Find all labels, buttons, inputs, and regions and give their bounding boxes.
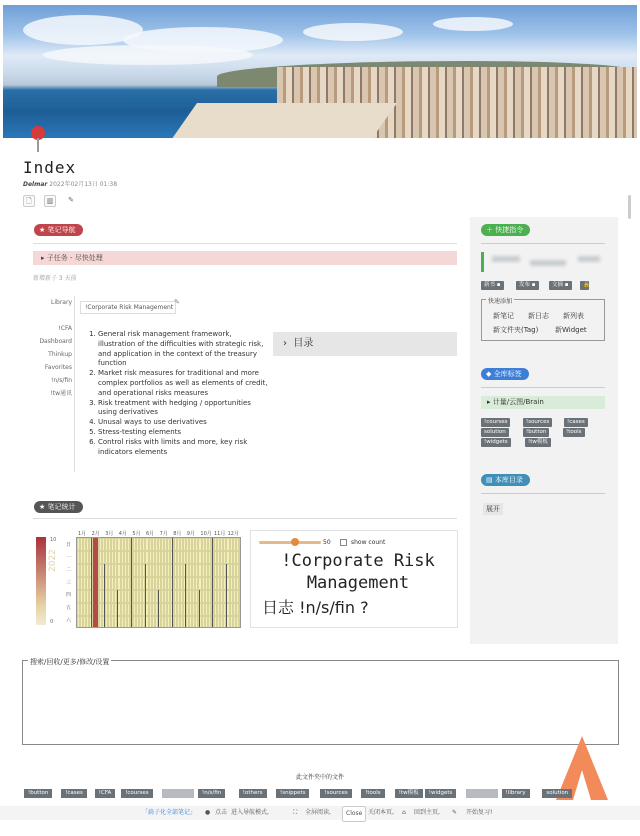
tag-chip[interactable]: !button [523, 428, 549, 437]
tag-chip[interactable]: solution [481, 428, 509, 437]
weekday-labels [66, 539, 71, 627]
new-journal-button[interactable]: 新日志 [528, 312, 549, 320]
list-item: 1. General risk management framework, illustration of the difficulties with strategic risk, and application in the context of the treasury function [98, 330, 270, 369]
month-label: 10月 [200, 531, 212, 537]
weekday: 日 [66, 542, 72, 548]
month-separator [212, 538, 213, 628]
footer-tag[interactable]: !button [24, 789, 52, 798]
month-label: 8月 [173, 531, 182, 537]
edit-icon[interactable]: ✎ [174, 298, 180, 306]
menu-recycle[interactable]: ▸ 笔记回收 [32, 684, 66, 692]
month-label: 11月 [214, 531, 226, 537]
divider [481, 243, 605, 244]
accent-bar [481, 252, 484, 272]
heatmap-cell[interactable] [239, 590, 241, 603]
month-label: 9月 [186, 531, 195, 537]
month-label: 4月 [118, 531, 127, 537]
status-text: 回到主页, [414, 809, 440, 816]
author: Delmar [23, 181, 48, 188]
page-meta [23, 179, 117, 188]
clipboard-icon[interactable]: ▥ [44, 195, 56, 207]
legend-max: 10 [50, 537, 57, 543]
tag-chip[interactable]: !cases [564, 418, 588, 427]
month-label: 5月 [132, 531, 141, 537]
lock-icon[interactable]: 🔒 [580, 281, 589, 290]
month-separator [172, 538, 173, 628]
count-slider[interactable] [259, 541, 321, 544]
divider [33, 518, 457, 519]
tag-group[interactable]: ▸ 计量/云图/Brain [481, 396, 605, 409]
month-label: 1月 [78, 531, 87, 537]
weekday: 二 [66, 567, 72, 574]
tags-pill: ◆ 全库标签 [481, 368, 529, 380]
tag-chip[interactable]: !tw模板 [525, 438, 551, 447]
footer-tag[interactable]: !cases [61, 789, 87, 798]
show-count-checkbox[interactable] [340, 539, 347, 546]
weekday: 五 [66, 604, 72, 611]
month-label: 6月 [146, 531, 155, 537]
list-item: 2. Market risk measures for traditional and more complex portfolios as well as elements of credit, and operational risks measures [98, 369, 270, 398]
heatmap-cell[interactable] [239, 551, 241, 564]
list-item: 6. Control risks with limits and more, key risk indicators elements [98, 438, 270, 458]
footer-tag[interactable]: !library [502, 789, 530, 798]
weekday: 六 [66, 617, 72, 624]
menu-advanced-search[interactable]: ▸ 高级搜索 [32, 672, 66, 680]
tab-corporate-risk[interactable]: !Corporate Risk Management [80, 301, 176, 314]
heatmap-cell[interactable] [239, 538, 241, 551]
highlight-subtitle[interactable]: 日志 !n/s/fin ? [262, 598, 369, 617]
quick-tag[interactable]: 文摘 ▪ [549, 281, 572, 290]
status-bar [0, 806, 640, 820]
new-folder-button[interactable]: 新文件夹(Tag) [493, 326, 539, 334]
sidebar-item[interactable]: Favorites [44, 364, 72, 371]
status-text: 进入导航模式, [231, 809, 269, 816]
heatmap-legend-bar [36, 537, 46, 625]
month-separator [117, 590, 118, 628]
list-item: 4. Unusal ways to use derivatives [98, 418, 270, 428]
quick-add-title: 快速添加 [488, 298, 513, 305]
month-separator [226, 564, 227, 628]
list-item: 3. Risk treatment with hedging / opportunities using derivatives [98, 399, 270, 419]
toc-toggle[interactable] [273, 332, 457, 356]
info-icon: ● [205, 809, 211, 816]
month-separator [158, 590, 159, 628]
quick-tag-label: 新书 [484, 282, 496, 288]
file-icon[interactable]: 🗋 [23, 195, 35, 207]
sidebar-divider [74, 296, 75, 472]
quick-commands-pill: ＋ 快捷指令 [481, 224, 530, 236]
footer-tag[interactable]: !tw模板 [395, 789, 423, 798]
quick-tag-label: 发布 [519, 282, 531, 288]
sidebar-item[interactable]: !tw通讯 [50, 390, 72, 397]
redacted-text [530, 260, 566, 266]
chevron-right-icon: › [283, 338, 287, 349]
share-icon[interactable]: ✎ [68, 196, 74, 204]
nav-pill-label: 笔记导航 [47, 226, 76, 234]
pin-stick [37, 138, 39, 152]
list-item: 5. Stress-testing elements [98, 428, 270, 438]
fullscreen-icon[interactable]: ⛶ [293, 809, 298, 816]
weekday: 一 [66, 554, 72, 561]
menu-global-settings[interactable]: ▸ 全局设置 [32, 732, 66, 740]
show-count-label: show count [351, 539, 386, 546]
menu-more-settings[interactable]: ▸ 更多设置 [32, 708, 66, 716]
status-text: 开始复习! [466, 809, 493, 816]
footer-tag[interactable] [162, 789, 194, 798]
footer-tag[interactable]: !widgets [425, 789, 457, 798]
month-separator [199, 590, 200, 628]
toc-pill-label: 本库目录 [494, 476, 523, 484]
menu-default-fields[interactable]: ▸ 默认字段 [32, 720, 66, 728]
tag-chip[interactable]: !sources [523, 418, 552, 427]
redacted-text [578, 256, 600, 262]
footer-tag[interactable]: !n/s/fin [198, 789, 225, 798]
month-label: 3月 [105, 531, 114, 537]
redacted-text [492, 256, 520, 262]
menu-title: 搜索/回收/更多/修改/设置 [30, 658, 110, 666]
footer-tag[interactable] [466, 789, 498, 798]
quick-tag-label: 文摘 [552, 282, 564, 288]
home-icon[interactable]: ⌂ [402, 809, 406, 816]
legend-min: 0 [50, 619, 54, 625]
new-list-button[interactable]: 新列表 [563, 312, 584, 320]
heatmap-cell[interactable] [239, 603, 241, 616]
new-widget-button[interactable]: 新Widget [555, 326, 587, 334]
footer-tag[interactable]: !sources [320, 789, 351, 798]
tags-pill-label: 全库标签 [493, 370, 522, 378]
scrollbar[interactable] [628, 195, 631, 219]
quick-pill-label: 快捷指令 [495, 226, 524, 234]
status-text: 全屏阅读, [305, 809, 331, 816]
heatmap-cell[interactable] [239, 564, 241, 577]
footer-tag[interactable]: !courses [121, 789, 152, 798]
weekday: 四 [66, 592, 72, 599]
divider [33, 243, 457, 244]
tag-chip[interactable]: !courses [481, 418, 510, 427]
recent-note: 新增新子 3 天前 [33, 275, 77, 282]
stats-pill: ★ 笔记统计 [34, 501, 83, 513]
heatmap-active-week[interactable] [93, 538, 98, 628]
month-separator [131, 538, 132, 628]
expand-button[interactable]: 展开 [483, 503, 503, 515]
weekday: 三 [66, 579, 72, 586]
divider [481, 387, 605, 388]
sidebar-item[interactable]: !n/s/fin [51, 377, 72, 384]
slider-knob[interactable] [291, 538, 299, 546]
status-text: 关闭本页, [368, 809, 394, 816]
menu-super-edit[interactable]: ▸ 超级修改 [32, 696, 66, 704]
tag-chip[interactable]: !widgets [481, 438, 511, 447]
slider-value: 50 [323, 539, 331, 546]
footer-tag[interactable]: !tools [361, 789, 385, 798]
highlight-title[interactable]: !Corporate Risk Management [281, 551, 435, 593]
activity-heatmap[interactable] [76, 537, 241, 628]
heatmap-cell[interactable] [239, 577, 241, 590]
close-key[interactable]: Close [342, 806, 366, 822]
year-label: 2022 [48, 549, 58, 572]
nav-pill: ★ 笔记导航 [34, 224, 83, 236]
month-separator [104, 564, 105, 628]
month-label: 2月 [91, 531, 100, 537]
month-separator [185, 564, 186, 628]
toc-pill: ▤ 本库目录 [481, 474, 530, 486]
footer-tag[interactable]: solution [542, 789, 572, 798]
created-date: 2022年02月13日 01:38 [49, 181, 118, 188]
status-flatten-link[interactable]: 「扁子化全部笔记」 [142, 809, 197, 816]
sidebar-item[interactable]: !CFA [58, 325, 72, 332]
toc-label: 目录 [293, 338, 314, 349]
library-sidebar [30, 296, 72, 400]
month-separator [91, 538, 92, 628]
footer-tag[interactable]: !others [239, 789, 267, 798]
divider [481, 493, 605, 494]
heatmap-cell[interactable] [239, 616, 241, 628]
subtask-summary[interactable]: ▸ 子任务 - 尽快处理 [33, 251, 457, 265]
stats-pill-label: 笔记统计 [47, 503, 76, 511]
topic-list [85, 330, 270, 457]
month-separator [145, 564, 146, 628]
quick-tag[interactable]: 发布 ▪ [516, 281, 539, 290]
new-note-button[interactable]: 新笔记 [493, 312, 514, 320]
page-title: Index [23, 158, 77, 177]
month-label: 12月 [227, 531, 239, 537]
footer-tag[interactable]: !snippets [276, 789, 309, 798]
hero-banner-image [3, 5, 637, 138]
quick-tag[interactable]: 新书 ▪ [481, 281, 504, 290]
sidebar-item[interactable]: Thinkup [48, 351, 72, 358]
month-label: 7月 [159, 531, 168, 537]
review-icon[interactable]: ✎ [452, 809, 458, 816]
sidebar-item[interactable]: Dashboard [39, 338, 72, 345]
folder-files-label: 此文件夹中的文件 [295, 774, 344, 781]
sidebar-item[interactable]: Library [51, 299, 72, 306]
footer-tag[interactable]: !CFA [95, 789, 115, 798]
sidebar-spacer [30, 309, 72, 322]
tag-chip[interactable]: !tools [563, 428, 585, 437]
status-text: 点击 [215, 809, 228, 816]
